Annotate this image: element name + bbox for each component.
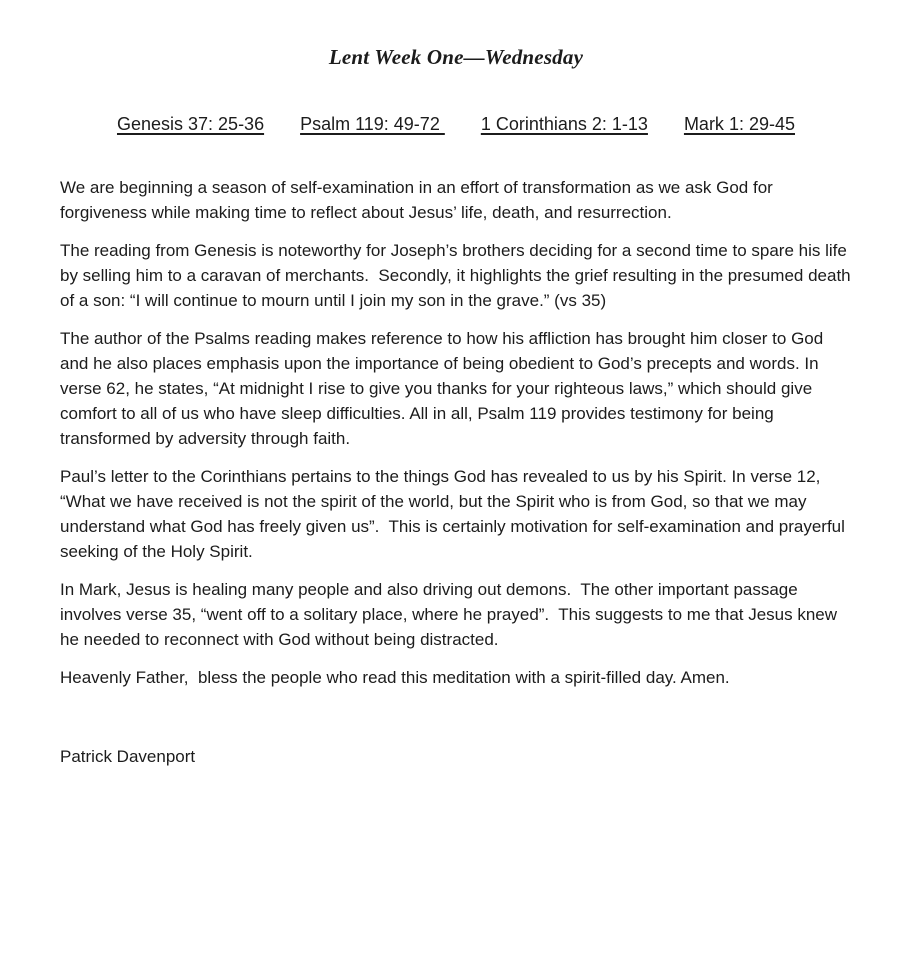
scripture-references-row [60, 112, 852, 137]
paragraph-introduction: We are beginning a season of self-examination in an effort of transformation as we ask God for forgiveness while making time to reflect about Jesus’ life, death, and resurrection. [60, 178, 778, 222]
author-signature: Patrick Davenport [60, 747, 196, 766]
paragraph-prayer: Heavenly Father, bless the people who read this meditation with a spirit-filled day. Amen. [60, 668, 730, 687]
meditation-body [60, 175, 856, 690]
reference-psalm: Psalm 119: 49-72 [300, 114, 445, 134]
reference-corinthians: 1 Corinthians 2: 1-13 [480, 114, 648, 134]
paragraph-mark: In Mark, Jesus is healing many people and also driving out demons. The other important passage involves verse 35, “went off to a solitary place, where he prayed”. This suggests to me that Jesus knew he needed to reconnect with God without being distracted. [60, 580, 842, 649]
paragraph-genesis: The reading from Genesis is noteworthy for Joseph’s brothers deciding for a second time to spare his life by selling him to a caravan of merchants. Secondly, it highlights the grief resulting in the presumed death of a son: “I will continue to mourn until I join my son in the grave.” (vs 35) [60, 241, 856, 310]
document-title: Lent Week One—Wednesday [328, 45, 584, 69]
reference-mark: Mark 1: 29-45 [683, 114, 795, 134]
reference-genesis: Genesis 37: 25-36 [116, 114, 265, 134]
paragraph-corinthians: Paul’s letter to the Corinthians pertains to the things God has revealed to us by his Spirit. In verse 12, “What we have received is not the spirit of the world, but the Spirit who is from God, so that we may understand what God has freely given us”. This is certainly motivation for self-examination and prayerful seeking of the Holy Spirit. [60, 467, 850, 561]
paragraph-psalms: The author of the Psalms reading makes reference to how his affliction has brought him closer to God and he also places emphasis upon the importance of being obedient to God’s precepts and words. In verse 62, he states, “At midnight I rise to give you thanks for your righteous laws,” which should give comfort to all of us who have sleep difficulties. All in all, Psalm 119 provides testimony for being transformed by adversity through faith. [60, 329, 828, 448]
